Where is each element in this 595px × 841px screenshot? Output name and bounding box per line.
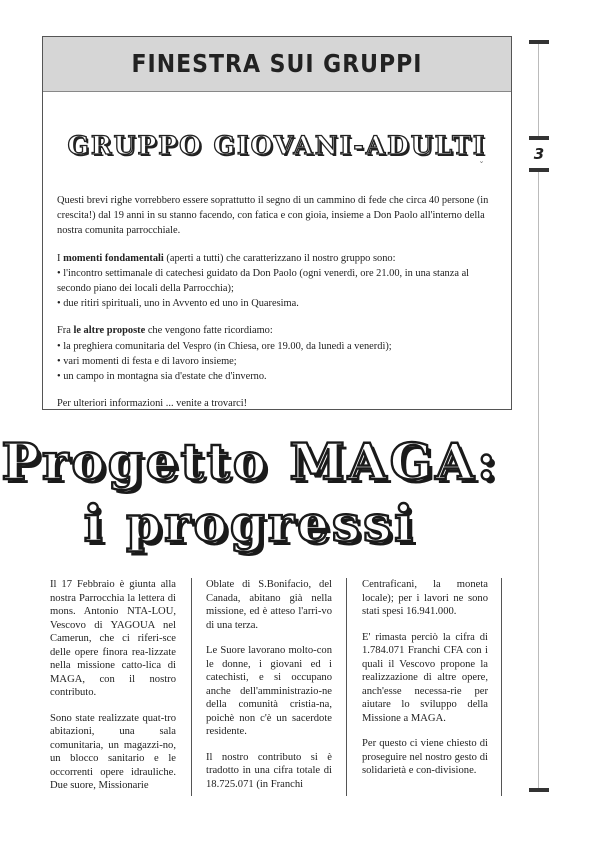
group-intro: Questi brevi righe vorrebbero essere soprattutto il segno di un cammino di fede che circa 40 persone (in crescita!) dal 19 anni in su stanno facendo, con fatica e con gioia, insieme a Don Paolo all'interno della nostra comunita parrocchiale. — [57, 195, 489, 237]
paragraph: Sono state realizzate quat-tro abitazioni, una sala comunitaria, un magazzi-no, un blocco sanitario e le occorrenti opere idrauliche. Due suore, Missionarie — [50, 712, 176, 791]
margin-bar — [529, 788, 549, 792]
proposals-item: • vari momenti di festa e di lavoro insieme; — [57, 355, 237, 367]
article-column-2 — [206, 578, 332, 803]
paragraph: Per questo ci viene chiesto di proseguire nel nostro gesto di solidarietà e con-divisione. — [362, 738, 488, 776]
proposals-item: • un campo in montagna sia d'estate che d'inverno. — [57, 371, 267, 383]
group-body — [57, 193, 497, 423]
paragraph: Oblate di S.Bonifacio, del Canada, abitano già nella missione, ed è atteso l'arri-vo di una terza. — [206, 579, 332, 631]
paragraph: Il nostro contributo si è tradotto in una cifra totale di 18.725.071 (in Franchi — [206, 751, 332, 790]
column-divider — [191, 578, 192, 796]
proposals-paragraph — [57, 323, 497, 384]
margin-bar — [529, 40, 549, 44]
moments-pre: I — [57, 252, 64, 264]
moments-item: • due ritiri spirituali, uno in Avvento ed uno in Quaresima. — [57, 298, 299, 310]
headline-line-2: i progressi — [83, 494, 417, 553]
paragraph: E' rimasta perciò la cifra di 1.784.071 Franchi CFA con i quali il Vescovo propone la realizzazione di altre opere, anch'esse necessa-rie per aiutare lo sviluppo della Missione a MAGA. — [362, 631, 488, 724]
proposals-post: che vengono fatte ricordiamo: — [145, 325, 273, 337]
moments-bold: momenti fondamentali — [63, 252, 164, 264]
group-box — [42, 36, 512, 410]
decorative-mark: ˇ — [479, 161, 484, 172]
group-title: GRUPPO GIOVANI-ADULTI — [67, 131, 487, 160]
margin-bar — [529, 168, 549, 172]
moments-paragraph — [57, 251, 497, 312]
moments-post: (aperti a tutti) che caratterizzano il nostro gruppo sono: — [163, 252, 396, 264]
moments-item: • l'incontro settimanale di catechesi guidato da Don Paolo (ogni venerdì, ore 21.00, in una stanza al secondo piano dei locali della Parrocchia); — [57, 267, 470, 295]
paragraph: Le Suore lavorano molto-con le donne, i giovani ed i catechisti, e si occupano anche dell'amministrazio-ne della comunità cristia-na, poichè non c'è un sacerdote residente. — [206, 645, 332, 737]
page-number: 3 — [533, 145, 545, 163]
proposals-bold: le altre proposte — [73, 325, 146, 337]
paragraph: Centraficani, la moneta locale); per i lavori ne sono stati spesi 16.941.000. — [362, 579, 488, 617]
column-divider — [346, 578, 347, 796]
column-divider — [501, 578, 502, 796]
section-title: FINESTRA SUI GRUPPI — [131, 49, 423, 79]
proposals-pre: Fra — [57, 325, 74, 337]
proposals-item: • la preghiera comunitaria del Vespro (in Chiesa, ore 19.00, da lunedì a venerdì); — [57, 340, 392, 352]
section-header — [43, 37, 511, 92]
margin-bar — [529, 136, 549, 140]
article-column-1 — [50, 578, 176, 805]
headline-line-1: Progetto MAGA: — [1, 432, 499, 491]
margin-line — [538, 172, 539, 788]
closing-line: Per ulteriori informazioni ... venite a trovarci! — [57, 398, 248, 410]
paragraph: Il 17 Febbraio è giunta alla nostra Parrocchia la lettera di mons. Antonio NTA-LOU, Vescovo di YAGOUA nel Camerun, che ci riferi-sce delle opere finora rea-lizzate nella missione catto-lica di MAGA, con il nostro contributo. — [50, 579, 176, 698]
article-column-3 — [362, 578, 488, 790]
margin-line — [538, 44, 539, 136]
